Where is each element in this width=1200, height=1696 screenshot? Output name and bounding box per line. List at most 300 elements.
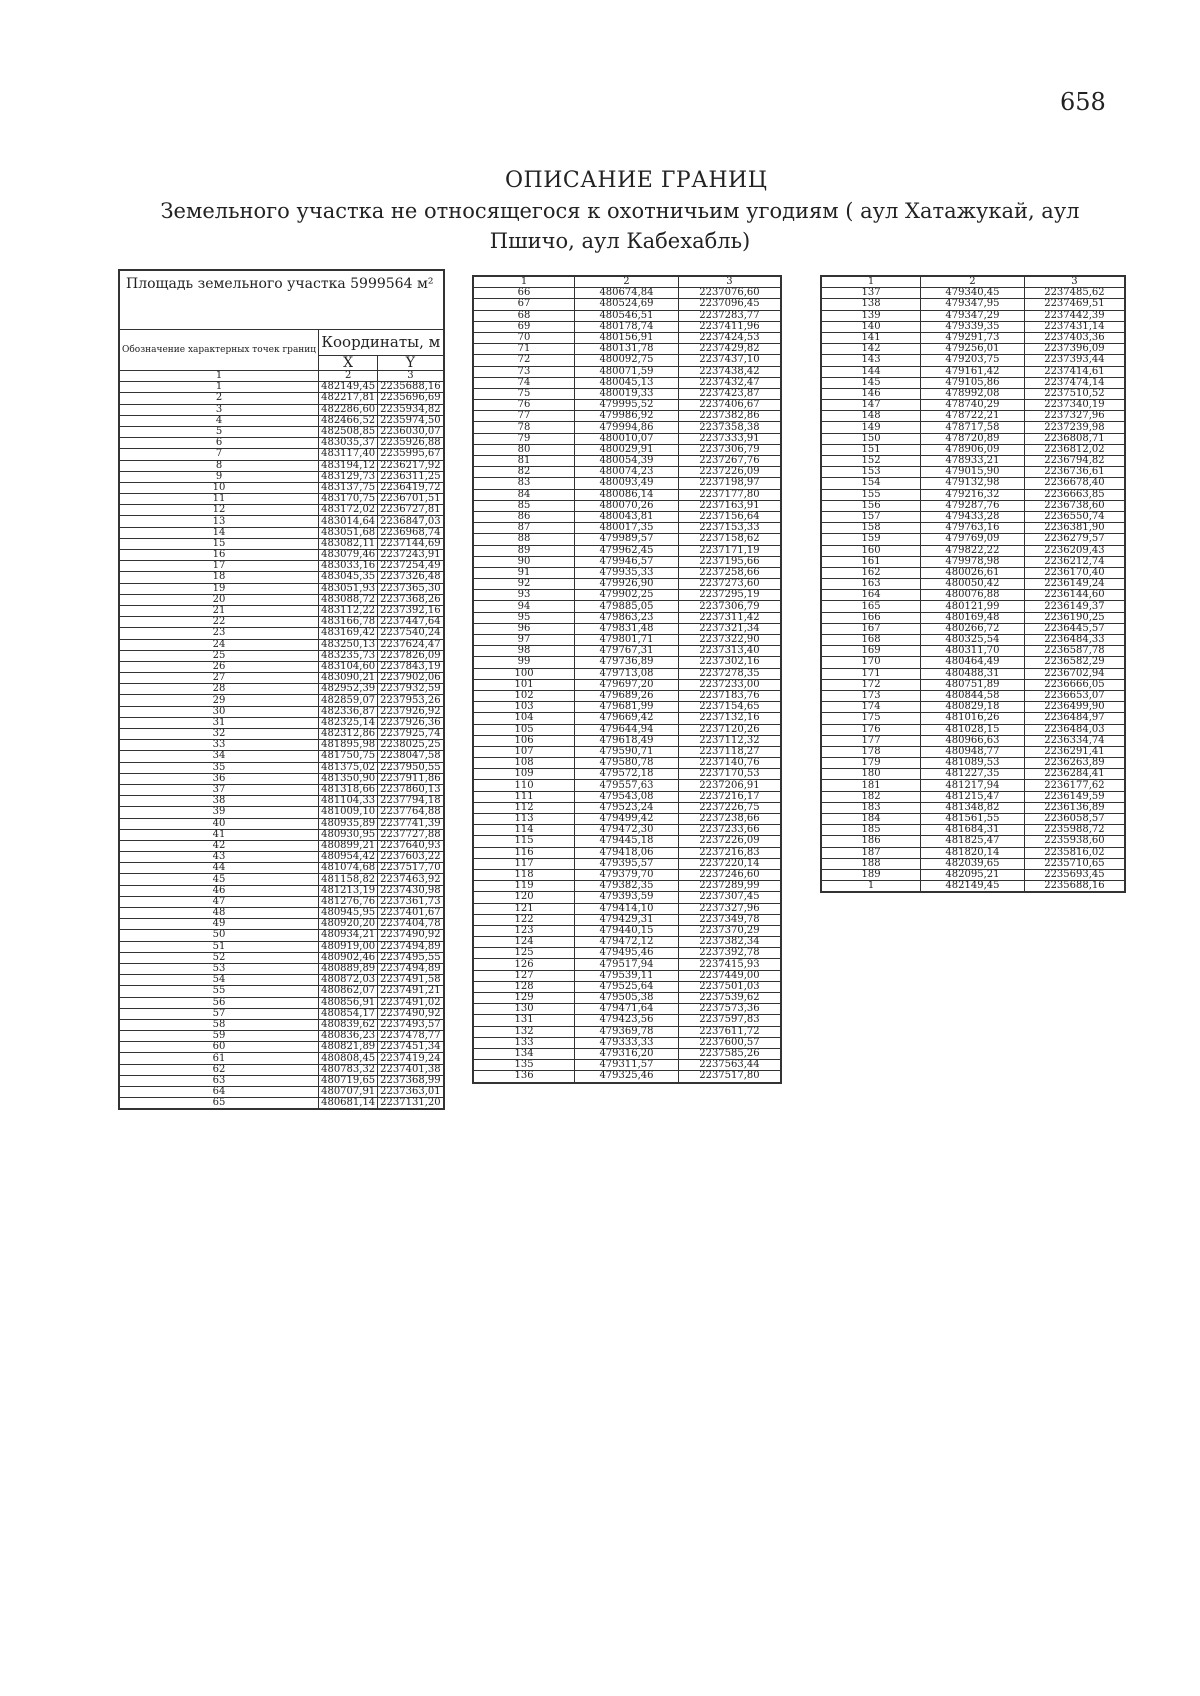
y-coordinate-cell: 2237254,49 xyxy=(378,561,444,572)
point-number-cell: 78 xyxy=(473,422,575,433)
x-coordinate-cell: 478740,29 xyxy=(921,400,1025,411)
y-coordinate-cell: 2238047,58 xyxy=(378,751,444,762)
point-number-cell: 1 xyxy=(119,382,319,393)
x-coordinate-cell: 480829,18 xyxy=(921,702,1025,713)
point-number-cell: 91 xyxy=(473,567,575,578)
table-row xyxy=(821,344,1125,355)
y-coordinate-cell: 2237437,10 xyxy=(678,355,781,366)
table-row xyxy=(473,612,781,623)
point-number-cell: 7 xyxy=(119,449,319,460)
y-coordinate-cell: 2237423,87 xyxy=(678,388,781,399)
table-row xyxy=(473,758,781,769)
table-row xyxy=(119,952,444,963)
x-coordinate-cell: 479472,30 xyxy=(575,825,679,836)
point-number-cell: 132 xyxy=(473,1026,575,1037)
x-coordinate-cell: 480674,84 xyxy=(575,288,679,299)
x-coordinate-cell: 481158,82 xyxy=(319,874,378,885)
y-coordinate-cell: 2237860,13 xyxy=(378,784,444,795)
point-number-cell: 11 xyxy=(119,494,319,505)
y-coordinate-cell: 2235688,16 xyxy=(378,382,444,393)
y-coordinate-cell: 2237424,53 xyxy=(678,332,781,343)
table-row xyxy=(821,332,1125,343)
table-row xyxy=(119,829,444,840)
x-coordinate-cell: 480045,13 xyxy=(575,377,679,388)
x-coordinate-cell: 480026,61 xyxy=(921,567,1025,578)
table-row xyxy=(119,426,444,437)
point-number-cell: 44 xyxy=(119,863,319,874)
table-row xyxy=(821,411,1125,422)
coordinates-header: Координаты, м xyxy=(319,330,444,356)
table-row xyxy=(821,802,1125,813)
table-row xyxy=(473,970,781,981)
point-number-cell: 155 xyxy=(821,489,921,500)
y-coordinate-cell: 2237431,14 xyxy=(1024,321,1125,332)
point-number-cell: 164 xyxy=(821,590,921,601)
y-coordinate-cell: 2237368,99 xyxy=(378,1075,444,1086)
table-row xyxy=(821,601,1125,612)
x-coordinate-cell: 480086,14 xyxy=(575,489,679,500)
point-number-cell: 110 xyxy=(473,780,575,791)
y-coordinate-cell: 2235934,82 xyxy=(378,404,444,415)
point-number-cell: 41 xyxy=(119,829,319,840)
y-coordinate-cell: 2237573,36 xyxy=(678,1004,781,1015)
page-number: 658 xyxy=(1060,88,1106,116)
y-coordinate-cell: 2236030,07 xyxy=(378,426,444,437)
point-number-cell: 170 xyxy=(821,657,921,668)
point-number-cell: 114 xyxy=(473,825,575,836)
point-number-cell: 32 xyxy=(119,729,319,740)
table-row xyxy=(821,534,1125,545)
table-row xyxy=(821,456,1125,467)
table-row xyxy=(821,444,1125,455)
table-row xyxy=(119,505,444,516)
x-coordinate-cell: 481217,94 xyxy=(921,780,1025,791)
point-number-cell: 96 xyxy=(473,623,575,634)
table-row xyxy=(473,702,781,713)
x-coordinate-cell: 480093,49 xyxy=(575,478,679,489)
y-coordinate-cell: 2237120,26 xyxy=(678,724,781,735)
x-coordinate-cell: 479801,71 xyxy=(575,635,679,646)
y-coordinate-cell: 2236484,97 xyxy=(1024,713,1125,724)
y-coordinate-cell: 2237382,86 xyxy=(678,411,781,422)
table-row xyxy=(473,814,781,825)
y-coordinate-cell: 2236212,74 xyxy=(1024,556,1125,567)
point-number-cell: 161 xyxy=(821,556,921,567)
table-row xyxy=(821,690,1125,701)
x-coordinate-cell: 483051,93 xyxy=(319,583,378,594)
x-coordinate-cell: 483090,21 xyxy=(319,673,378,684)
table-row xyxy=(119,594,444,605)
x-coordinate-cell: 483033,16 xyxy=(319,561,378,572)
point-number-cell: 26 xyxy=(119,661,319,672)
table-row xyxy=(821,400,1125,411)
y-coordinate-cell: 2237493,57 xyxy=(378,1019,444,1030)
y-coordinate-cell: 2236311,25 xyxy=(378,471,444,482)
point-number-cell: 66 xyxy=(473,288,575,299)
x-coordinate-cell: 481684,31 xyxy=(921,825,1025,836)
table-row xyxy=(473,1026,781,1037)
x-coordinate-cell: 479935,33 xyxy=(575,567,679,578)
x-coordinate-cell: 479379,70 xyxy=(575,869,679,880)
x-coordinate-cell: 480524,69 xyxy=(575,299,679,310)
x-coordinate-cell: 480934,21 xyxy=(319,930,378,941)
x-coordinate-cell: 483014,64 xyxy=(319,516,378,527)
table-row xyxy=(119,762,444,773)
table-row xyxy=(119,751,444,762)
x-coordinate-cell: 479644,94 xyxy=(575,724,679,735)
x-coordinate-cell: 482149,45 xyxy=(319,382,378,393)
table-row xyxy=(119,438,444,449)
table-row xyxy=(119,550,444,561)
x-coordinate-cell: 483129,73 xyxy=(319,471,378,482)
table-row xyxy=(473,433,781,444)
point-number-cell: 14 xyxy=(119,527,319,538)
x-coordinate-cell: 479978,98 xyxy=(921,556,1025,567)
y-coordinate-cell: 2237393,44 xyxy=(1024,355,1125,366)
table-row xyxy=(473,881,781,892)
y-coordinate-cell: 2237163,91 xyxy=(678,500,781,511)
y-coordinate-cell: 2235926,88 xyxy=(378,438,444,449)
table-row xyxy=(119,773,444,784)
table-row xyxy=(119,930,444,941)
table-row xyxy=(473,377,781,388)
x-coordinate-cell: 481089,53 xyxy=(921,758,1025,769)
table-row xyxy=(821,769,1125,780)
table-row xyxy=(821,791,1125,802)
x-coordinate-cell: 479440,15 xyxy=(575,925,679,936)
table-row xyxy=(821,579,1125,590)
table-row xyxy=(473,366,781,377)
y-coordinate-cell: 2237510,52 xyxy=(1024,388,1125,399)
point-number-cell: 48 xyxy=(119,908,319,919)
point-number-cell: 183 xyxy=(821,802,921,813)
y-coordinate-cell: 2237267,76 xyxy=(678,456,781,467)
point-number-cell: 175 xyxy=(821,713,921,724)
y-coordinate-cell: 2237429,82 xyxy=(678,344,781,355)
y-coordinate-cell: 2237432,47 xyxy=(678,377,781,388)
y-coordinate-cell: 2237233,00 xyxy=(678,679,781,690)
point-number-cell: 186 xyxy=(821,836,921,847)
x-coordinate-cell: 480920,20 xyxy=(319,919,378,930)
table-row xyxy=(821,288,1125,299)
point-number-cell: 121 xyxy=(473,903,575,914)
x-coordinate-cell: 479995,52 xyxy=(575,400,679,411)
y-coordinate-cell: 2236666,05 xyxy=(1024,679,1125,690)
document-title: ОПИСАНИЕ ГРАНИЦ xyxy=(505,168,768,193)
y-coordinate-cell: 2236144,60 xyxy=(1024,590,1125,601)
point-number-cell: 167 xyxy=(821,623,921,634)
table-row xyxy=(119,818,444,829)
x-coordinate-cell: 479994,86 xyxy=(575,422,679,433)
table-row xyxy=(473,511,781,522)
x-coordinate-cell: 479333,33 xyxy=(575,1037,679,1048)
y-coordinate-cell: 2235693,45 xyxy=(1024,869,1125,880)
table-row xyxy=(119,527,444,538)
table-row xyxy=(473,388,781,399)
y-coordinate-cell: 2237313,40 xyxy=(678,646,781,657)
x-coordinate-cell: 479339,35 xyxy=(921,321,1025,332)
point-number-cell: 119 xyxy=(473,881,575,892)
x-coordinate-cell: 481215,47 xyxy=(921,791,1025,802)
y-coordinate-cell: 2237322,90 xyxy=(678,635,781,646)
x-coordinate-cell: 479445,18 xyxy=(575,836,679,847)
x-coordinate-cell: 483117,40 xyxy=(319,449,378,460)
point-number-cell: 138 xyxy=(821,299,921,310)
y-coordinate-cell: 2237361,73 xyxy=(378,896,444,907)
x-coordinate-cell: 480808,45 xyxy=(319,1053,378,1064)
x-coordinate-cell: 479557,63 xyxy=(575,780,679,791)
point-number-cell: 165 xyxy=(821,601,921,612)
y-coordinate-cell: 2236702,94 xyxy=(1024,668,1125,679)
table-row xyxy=(473,411,781,422)
y-coordinate-cell: 2237447,64 xyxy=(378,617,444,628)
x-coordinate-cell: 479822,22 xyxy=(921,545,1025,556)
y-coordinate-cell: 2237076,60 xyxy=(678,288,781,299)
y-coordinate-cell: 2237311,42 xyxy=(678,612,781,623)
y-header: Y xyxy=(378,355,444,370)
point-number-cell: 27 xyxy=(119,673,319,684)
y-coordinate-cell: 2237415,93 xyxy=(678,959,781,970)
y-coordinate-cell: 2237273,60 xyxy=(678,579,781,590)
y-coordinate-cell: 2237741,39 xyxy=(378,818,444,829)
point-number-cell: 115 xyxy=(473,836,575,847)
point-number-cell: 120 xyxy=(473,892,575,903)
y-coordinate-cell: 2237624,47 xyxy=(378,639,444,650)
point-number-cell: 135 xyxy=(473,1060,575,1071)
point-number-cell: 151 xyxy=(821,444,921,455)
x-coordinate-cell: 483112,22 xyxy=(319,605,378,616)
table-row xyxy=(821,780,1125,791)
x-coordinate-cell: 480751,89 xyxy=(921,679,1025,690)
x-coordinate-cell: 479287,76 xyxy=(921,500,1025,511)
y-coordinate-cell: 2236968,74 xyxy=(378,527,444,538)
table-row xyxy=(821,366,1125,377)
y-coordinate-cell: 2237438,42 xyxy=(678,366,781,377)
point-number-cell: 88 xyxy=(473,534,575,545)
x-coordinate-cell: 481750,75 xyxy=(319,751,378,762)
point-number-cell: 152 xyxy=(821,456,921,467)
table-row xyxy=(821,623,1125,634)
y-coordinate-cell: 2237563,44 xyxy=(678,1060,781,1071)
x-coordinate-cell: 480681,14 xyxy=(319,1098,378,1110)
point-number-cell: 76 xyxy=(473,400,575,411)
x-coordinate-cell: 481825,47 xyxy=(921,836,1025,847)
x-header: X xyxy=(319,355,378,370)
y-coordinate-cell: 2237226,09 xyxy=(678,467,781,478)
table-row xyxy=(473,1048,781,1059)
point-number-cell: 37 xyxy=(119,784,319,795)
x-coordinate-cell: 482286,60 xyxy=(319,404,378,415)
x-coordinate-cell: 479369,78 xyxy=(575,1026,679,1037)
point-number-cell: 1 xyxy=(821,881,921,893)
y-coordinate-cell: 2237727,88 xyxy=(378,829,444,840)
x-coordinate-cell: 481561,55 xyxy=(921,814,1025,825)
x-coordinate-cell: 479132,98 xyxy=(921,478,1025,489)
y-coordinate-cell: 2236550,74 xyxy=(1024,511,1125,522)
y-coordinate-cell: 2237340,19 xyxy=(1024,400,1125,411)
x-coordinate-cell: 480945,95 xyxy=(319,908,378,919)
table-row xyxy=(473,1015,781,1026)
y-coordinate-cell: 2237216,83 xyxy=(678,847,781,858)
table-row xyxy=(821,433,1125,444)
point-number-cell: 178 xyxy=(821,746,921,757)
table-row xyxy=(473,825,781,836)
point-number-cell: 176 xyxy=(821,724,921,735)
table-row xyxy=(473,981,781,992)
table-row xyxy=(473,534,781,545)
point-number-cell: 172 xyxy=(821,679,921,690)
point-number-cell: 147 xyxy=(821,400,921,411)
x-coordinate-cell: 479517,94 xyxy=(575,959,679,970)
y-coordinate-cell: 2237485,62 xyxy=(1024,288,1125,299)
y-coordinate-cell: 2237495,55 xyxy=(378,952,444,963)
point-number-cell: 85 xyxy=(473,500,575,511)
point-number-cell: 30 xyxy=(119,706,319,717)
x-coordinate-cell: 480019,33 xyxy=(575,388,679,399)
x-coordinate-cell: 480966,63 xyxy=(921,735,1025,746)
table-row xyxy=(473,444,781,455)
y-coordinate-cell: 2237096,45 xyxy=(678,299,781,310)
x-coordinate-cell: 479414,10 xyxy=(575,903,679,914)
point-number-cell: 99 xyxy=(473,657,575,668)
point-number-cell: 156 xyxy=(821,500,921,511)
point-number-cell: 144 xyxy=(821,366,921,377)
table-row xyxy=(119,617,444,628)
point-number-cell: 47 xyxy=(119,896,319,907)
table-row xyxy=(473,355,781,366)
x-coordinate-cell: 479525,64 xyxy=(575,981,679,992)
x-coordinate-cell: 481318,66 xyxy=(319,784,378,795)
y-coordinate-cell: 2236812,02 xyxy=(1024,444,1125,455)
table-row xyxy=(473,635,781,646)
table-row xyxy=(473,903,781,914)
y-coordinate-cell: 2237158,62 xyxy=(678,534,781,545)
table-row xyxy=(119,885,444,896)
x-coordinate-cell: 479429,31 xyxy=(575,914,679,925)
y-coordinate-cell: 2236736,61 xyxy=(1024,467,1125,478)
y-coordinate-cell: 2236847,03 xyxy=(378,516,444,527)
y-coordinate-cell: 2236279,57 xyxy=(1024,534,1125,545)
point-number-cell: 136 xyxy=(473,1071,575,1083)
column-number: 2 xyxy=(319,371,378,382)
y-coordinate-cell: 2236291,41 xyxy=(1024,746,1125,757)
table-row xyxy=(473,489,781,500)
point-number-cell: 166 xyxy=(821,612,921,623)
y-coordinate-cell: 2236263,89 xyxy=(1024,758,1125,769)
point-number-cell: 9 xyxy=(119,471,319,482)
x-coordinate-cell: 480783,32 xyxy=(319,1064,378,1075)
table-row xyxy=(821,523,1125,534)
table-row xyxy=(473,847,781,858)
table-row xyxy=(473,948,781,959)
x-coordinate-cell: 483170,75 xyxy=(319,494,378,505)
x-coordinate-cell: 479433,28 xyxy=(921,511,1025,522)
point-number-cell: 171 xyxy=(821,668,921,679)
y-coordinate-cell: 2237198,97 xyxy=(678,478,781,489)
x-coordinate-cell: 479572,18 xyxy=(575,769,679,780)
point-number-cell: 23 xyxy=(119,628,319,639)
table-row xyxy=(473,523,781,534)
y-coordinate-cell: 2237283,77 xyxy=(678,310,781,321)
point-number-cell: 51 xyxy=(119,941,319,952)
y-coordinate-cell: 2235696,69 xyxy=(378,393,444,404)
table-row xyxy=(473,724,781,735)
x-coordinate-cell: 483235,73 xyxy=(319,650,378,661)
table-row xyxy=(473,791,781,802)
point-number-cell: 104 xyxy=(473,713,575,724)
y-coordinate-cell: 2237177,80 xyxy=(678,489,781,500)
point-number-cell: 154 xyxy=(821,478,921,489)
y-coordinate-cell: 2237414,61 xyxy=(1024,366,1125,377)
document-subtitle: Земельного участка не относящегося к охотничьим угодиям ( аул Хатажукай, аул Пшичо, аул Кабехабль) xyxy=(160,199,1080,253)
x-coordinate-cell: 479340,45 xyxy=(921,288,1025,299)
table-row xyxy=(119,382,444,393)
x-coordinate-cell: 483250,13 xyxy=(319,639,378,650)
x-coordinate-cell: 479203,75 xyxy=(921,355,1025,366)
x-coordinate-cell: 482508,85 xyxy=(319,426,378,437)
table-row xyxy=(473,310,781,321)
coordinates-table-1 xyxy=(118,269,445,1110)
table-row xyxy=(119,1008,444,1019)
x-coordinate-cell: 480889,89 xyxy=(319,963,378,974)
point-number-cell: 12 xyxy=(119,505,319,516)
x-coordinate-cell: 479471,64 xyxy=(575,1004,679,1015)
x-coordinate-cell: 479311,57 xyxy=(575,1060,679,1071)
table-row xyxy=(473,601,781,612)
y-coordinate-cell: 2236149,59 xyxy=(1024,791,1125,802)
y-coordinate-cell: 2237295,19 xyxy=(678,590,781,601)
y-coordinate-cell: 2236149,37 xyxy=(1024,601,1125,612)
point-number-cell: 141 xyxy=(821,332,921,343)
y-coordinate-cell: 2238025,25 xyxy=(378,740,444,751)
x-coordinate-cell: 483079,46 xyxy=(319,550,378,561)
table-row xyxy=(119,997,444,1008)
x-coordinate-cell: 479863,23 xyxy=(575,612,679,623)
y-coordinate-cell: 2237238,66 xyxy=(678,814,781,825)
x-coordinate-cell: 478933,21 xyxy=(921,456,1025,467)
table-row xyxy=(473,288,781,299)
table-row xyxy=(119,796,444,807)
y-coordinate-cell: 2237430,98 xyxy=(378,885,444,896)
table-row xyxy=(473,556,781,567)
table-row xyxy=(473,690,781,701)
y-coordinate-cell: 2237843,19 xyxy=(378,661,444,672)
y-coordinate-cell: 2237392,16 xyxy=(378,605,444,616)
point-number-cell: 10 xyxy=(119,482,319,493)
y-coordinate-cell: 2237396,09 xyxy=(1024,344,1125,355)
table-row xyxy=(119,963,444,974)
y-coordinate-cell: 2237404,78 xyxy=(378,919,444,930)
column-number: 2 xyxy=(575,276,679,288)
y-coordinate-cell: 2237826,09 xyxy=(378,650,444,661)
x-coordinate-cell: 480050,42 xyxy=(921,579,1025,590)
x-coordinate-cell: 480178,74 xyxy=(575,321,679,332)
y-coordinate-cell: 2237478,77 xyxy=(378,1031,444,1042)
table-row xyxy=(821,836,1125,847)
x-coordinate-cell: 483166,78 xyxy=(319,617,378,628)
y-coordinate-cell: 2237233,66 xyxy=(678,825,781,836)
table-row xyxy=(473,937,781,948)
x-coordinate-cell: 479989,57 xyxy=(575,534,679,545)
point-number-cell: 4 xyxy=(119,415,319,426)
y-coordinate-cell: 2236587,78 xyxy=(1024,646,1125,657)
y-coordinate-cell: 2236284,41 xyxy=(1024,769,1125,780)
x-coordinate-cell: 479523,24 xyxy=(575,802,679,813)
table-row xyxy=(821,567,1125,578)
table-row xyxy=(119,639,444,650)
y-coordinate-cell: 2237333,91 xyxy=(678,433,781,444)
point-number-cell: 62 xyxy=(119,1064,319,1075)
